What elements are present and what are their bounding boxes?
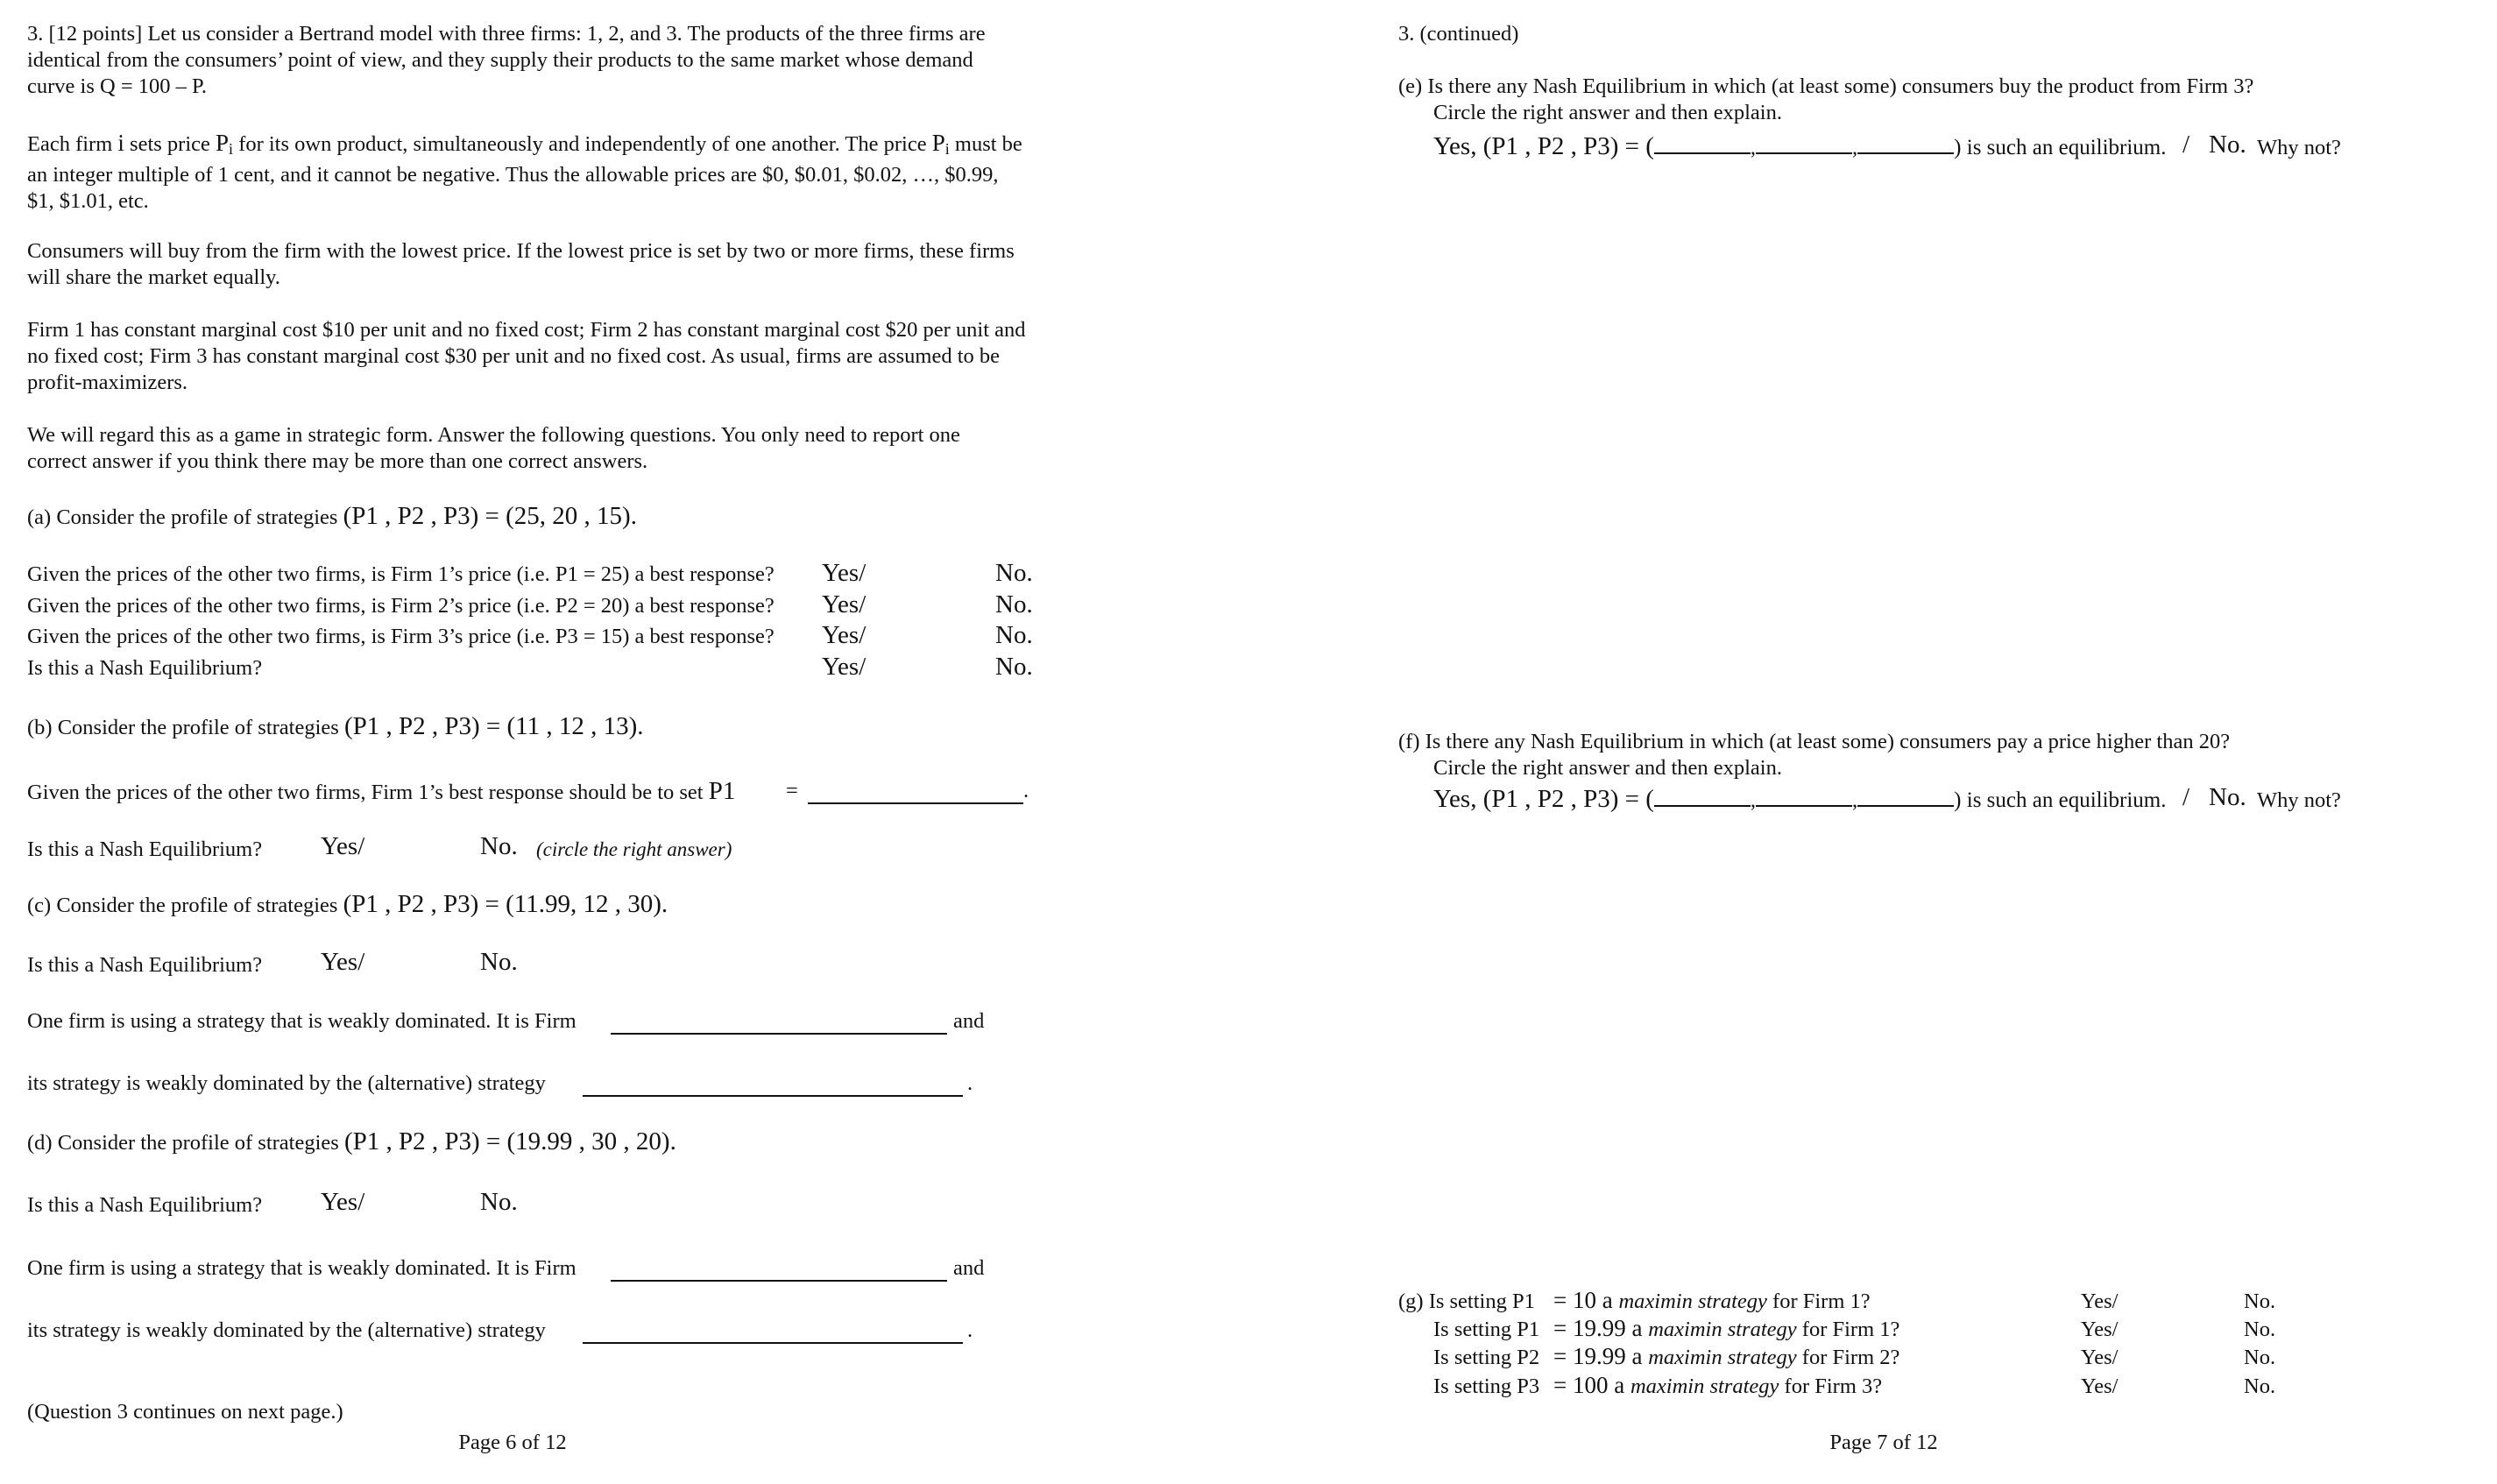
- dominated-firm-line: One firm is using a strategy that is weakly dominated. It is Firm: [27, 1009, 577, 1033]
- no-option[interactable]: No.: [480, 832, 518, 860]
- intro-line: curve is Q = 100 – P.: [27, 74, 208, 98]
- and-text: and: [953, 1009, 985, 1033]
- no-option[interactable]: No.: [2244, 1346, 2276, 1369]
- no-option[interactable]: No.: [2209, 783, 2246, 811]
- yes-option[interactable]: Yes/: [321, 948, 365, 976]
- no-option[interactable]: No.: [2244, 1318, 2276, 1341]
- slash-divider: /: [2182, 783, 2190, 811]
- no-option[interactable]: No.: [480, 948, 518, 976]
- period: .: [967, 1318, 973, 1342]
- yes-option[interactable]: Yes/: [822, 590, 867, 618]
- question-f-line: Circle the right answer and then explain.: [1433, 756, 1782, 780]
- slash-divider: /: [2182, 131, 2190, 159]
- costs-line: profit-maximizers.: [27, 371, 188, 394]
- yes-option[interactable]: Yes, (P1 , P2 , P3) = (: [1433, 785, 1654, 813]
- question-a-row: Given the prices of the other two firms, is Firm 1’s price (i.e. P1 = 25) a best response?: [27, 562, 775, 586]
- question-f-line: (f) Is there any Nash Equilibrium in which (at least some) consumers pay a price higher than 20?: [1398, 730, 2231, 753]
- pricing-line: Each firm i sets price $P_i$ for its own product, simultaneously and independently of one another. The price $P_i$ must be: [27, 130, 1022, 158]
- no-option[interactable]: No.: [995, 653, 1033, 681]
- price-blank[interactable]: [1857, 131, 1954, 154]
- period: .: [967, 1071, 973, 1095]
- question-a-heading: (a) Consider the profile of strategies (P1 , P2 , P3) = (25, 20 , 15).: [27, 502, 637, 530]
- nash-question: Is this a Nash Equilibrium?: [27, 1193, 263, 1217]
- dominated-strategy-blank[interactable]: [583, 1318, 963, 1344]
- dominated-strategy-line: its strategy is weakly dominated by the (alternative) strategy: [27, 1071, 546, 1095]
- dominated-firm-blank[interactable]: [611, 1255, 947, 1282]
- no-option[interactable]: No.: [480, 1188, 518, 1216]
- best-response-blank[interactable]: [808, 778, 1023, 804]
- yes-option[interactable]: Yes/: [822, 653, 867, 681]
- pricing-line: $1, $1.01, etc.: [27, 189, 149, 213]
- yes-option[interactable]: Yes, (P1 , P2 , P3) = (: [1433, 132, 1654, 160]
- question-e-answer: Yes, (P1 , P2 , P3) = ( , , ) is such an equilibrium.: [1433, 132, 2167, 160]
- circle-note: (circle the right answer): [536, 838, 732, 860]
- intro-paragraph: [27, 21, 986, 100]
- price-blank[interactable]: [1857, 784, 1954, 807]
- yes-option[interactable]: Yes/: [822, 559, 867, 587]
- question-a-row: Given the prices of the other two firms, is Firm 2’s price (i.e. P2 = 20) a best response?: [27, 594, 775, 618]
- price-blank[interactable]: [1654, 784, 1751, 807]
- question-g-lead: Is setting P3: [1433, 1374, 1540, 1398]
- costs-line: no fixed cost; Firm 3 has constant marginal cost $30 per unit and no fixed cost. As usual, firms are assumed to be: [27, 344, 1001, 368]
- no-option[interactable]: No.: [995, 559, 1033, 587]
- and-text: and: [953, 1256, 985, 1280]
- question-b-heading: (b) Consider the profile of strategies (P1 , P2 , P3) = (11 , 12 , 13).: [27, 712, 644, 740]
- question-e-line: (e) Is there any Nash Equilibrium in which (at least some) consumers buy the product from Firm 3?: [1398, 74, 2254, 98]
- no-option[interactable]: No.: [995, 621, 1033, 649]
- dominated-strategy-blank[interactable]: [583, 1071, 963, 1097]
- consumers-line: Consumers will buy from the firm with the lowest price. If the lowest price is set by two or more firms, these firms: [27, 239, 1015, 263]
- game-line: correct answer if you think there may be more than one correct answers.: [27, 449, 648, 473]
- consumers-paragraph: [27, 238, 1015, 291]
- game-line: We will regard this as a game in strategic form. Answer the following questions. You only need to report one: [27, 423, 960, 447]
- why-not: Why not?: [2257, 788, 2341, 812]
- page-number: Page 7 of 12: [1829, 1431, 1938, 1454]
- question-g-lead: Is setting P2: [1433, 1346, 1540, 1369]
- yes-option[interactable]: Yes/: [2081, 1346, 2119, 1369]
- nash-question: Is this a Nash Equilibrium?: [27, 953, 263, 977]
- question-g-text: = 19.99 a maximin strategy for Firm 1?: [1553, 1315, 1900, 1341]
- pricing-line: an integer multiple of 1 cent, and it cannot be negative. Thus the allowable prices are $0, $0.01, $0.02, …, $0.99,: [27, 163, 999, 187]
- no-option[interactable]: No.: [2209, 131, 2246, 159]
- no-option[interactable]: No.: [995, 590, 1033, 618]
- yes-option[interactable]: Yes/: [2081, 1290, 2119, 1313]
- question-g-text: = 10 a maximin strategy for Firm 1?: [1553, 1287, 1871, 1313]
- question-d-heading: (d) Consider the profile of strategies (P1 , P2 , P3) = (19.99 , 30 , 20).: [27, 1127, 676, 1155]
- question-g-text: = 19.99 a maximin strategy for Firm 2?: [1553, 1343, 1900, 1369]
- yes-option[interactable]: Yes/: [321, 1188, 365, 1216]
- costs-paragraph: [27, 317, 1026, 396]
- page-number: Page 6 of 12: [458, 1431, 567, 1454]
- no-option[interactable]: No.: [2244, 1290, 2276, 1313]
- question-e-line: Circle the right answer and then explain.: [1433, 101, 1782, 124]
- price-blank[interactable]: [1756, 784, 1852, 807]
- yes-option[interactable]: Yes/: [321, 832, 365, 860]
- equals-sign: =: [786, 779, 798, 802]
- yes-option[interactable]: Yes/: [2081, 1374, 2119, 1398]
- question-g-lead: Is setting P1: [1433, 1318, 1540, 1341]
- dominated-firm-blank[interactable]: [611, 1008, 947, 1035]
- intro-line: 3. [12 points] Let us consider a Bertrand model with three firms: 1, 2, and 3. The products of the three firms are: [27, 22, 986, 46]
- yes-option[interactable]: Yes/: [822, 621, 867, 649]
- dominated-strategy-line: its strategy is weakly dominated by the (alternative) strategy: [27, 1318, 546, 1342]
- price-blank[interactable]: [1756, 131, 1852, 154]
- price-blank[interactable]: [1654, 131, 1751, 154]
- question-g-text: = 100 a maximin strategy for Firm 3?: [1553, 1372, 1883, 1398]
- yes-option[interactable]: Yes/: [2081, 1318, 2119, 1341]
- intro-line: identical from the consumers’ point of view, and they supply their products to the same market whose demand: [27, 48, 973, 72]
- period: .: [1023, 779, 1029, 802]
- question-g-lead: (g) Is setting P1: [1398, 1290, 1535, 1313]
- no-option[interactable]: No.: [2244, 1374, 2276, 1398]
- pricing-paragraph: [27, 130, 1022, 215]
- costs-line: Firm 1 has constant marginal cost $10 per unit and no fixed cost; Firm 2 has constant marginal cost $20 per unit and: [27, 318, 1026, 342]
- continued-heading: 3. (continued): [1398, 22, 1519, 46]
- best-response-line: Given the prices of the other two firms, Firm 1’s best response should be to set P1: [27, 777, 736, 805]
- why-not: Why not?: [2257, 136, 2341, 159]
- dominated-firm-line: One firm is using a strategy that is weakly dominated. It is Firm: [27, 1256, 577, 1280]
- continues-note: (Question 3 continues on next page.): [27, 1400, 343, 1424]
- game-paragraph: [27, 422, 960, 475]
- question-c-heading: (c) Consider the profile of strategies (P1 , P2 , P3) = (11.99, 12 , 30).: [27, 890, 668, 918]
- question-f-answer: Yes, (P1 , P2 , P3) = ( , , ) is such an equilibrium.: [1433, 785, 2167, 813]
- consumers-line: will share the market equally.: [27, 265, 280, 289]
- nash-question: Is this a Nash Equilibrium?: [27, 837, 263, 861]
- question-a-row: Is this a Nash Equilibrium?: [27, 656, 263, 680]
- question-a-row: Given the prices of the other two firms, is Firm 3’s price (i.e. P3 = 15) a best response?: [27, 625, 775, 648]
